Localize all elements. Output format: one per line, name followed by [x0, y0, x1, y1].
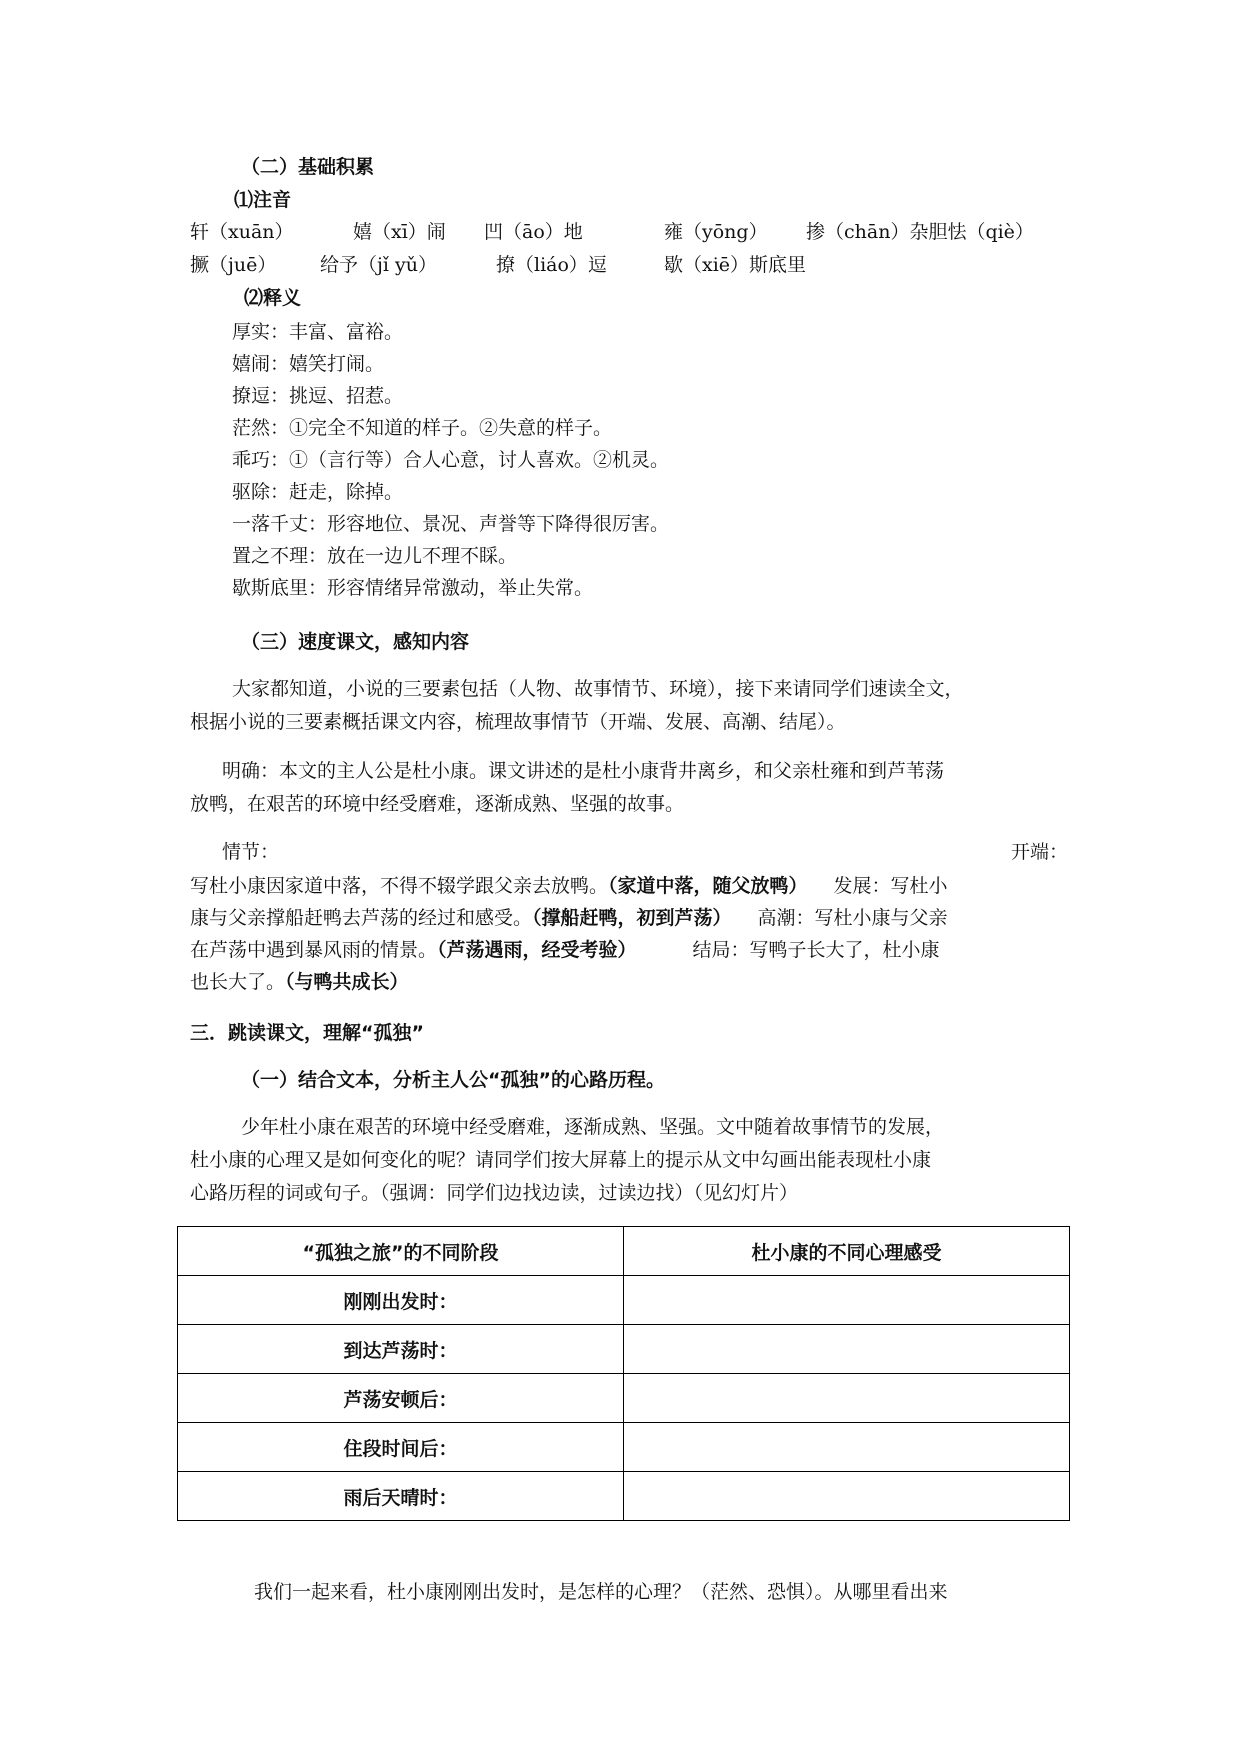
table-header: 杜小康的不同心理感受	[624, 1227, 1070, 1276]
shiyi-title: ⑵释义	[244, 287, 302, 309]
pinyin-item: 雍（yōng）	[664, 221, 768, 243]
plot-summary: （家道中落，随父放鸭）	[608, 875, 808, 897]
plot-summary: （撑船赶鸭，初到芦荡）	[532, 907, 732, 929]
table-row	[178, 1325, 1070, 1374]
table-cell-feeling	[624, 1472, 1070, 1521]
definition: 撩逗：挑逗、招惹。	[232, 385, 404, 407]
definition: 置之不理：放在一边儿不理不睬。	[232, 545, 518, 567]
definition: 嬉闹：嬉笑打闹。	[232, 353, 385, 375]
zhuyin-title: ⑴注音	[234, 189, 292, 211]
table-cell-stage: 住段时间后：	[178, 1423, 624, 1472]
paragraph-line: 心路历程的词或句子。（强调：同学们边找边读，过读边找）（见幻灯片）	[190, 1182, 799, 1204]
definition: 一落千丈：形容地位、景况、声誉等下降得很厉害。	[232, 513, 670, 535]
plot-text: 在芦荡中遇到暴风雨的情景。	[190, 939, 438, 961]
table-header-row	[178, 1227, 1070, 1276]
table-cell-feeling	[624, 1423, 1070, 1472]
plot-text: 也长大了。	[190, 971, 286, 993]
section-title-basics: （二）基础积累	[241, 156, 375, 178]
part-title: 三．跳读课文，理解“孤独”	[190, 1022, 424, 1044]
plot-text: 写杜小康因家道中落，不得不辍学跟父亲去放鸭。	[190, 875, 609, 897]
plot-summary: （芦荡遇雨，经受考验）	[437, 939, 637, 961]
pinyin-item: 凹（āo）地	[484, 221, 583, 243]
stage-table	[177, 1226, 1070, 1521]
plot-start-label: 开端：	[1011, 841, 1069, 863]
subsection-title: （一）结合文本，分析主人公“孤独”的心路历程。	[241, 1069, 665, 1091]
plot-text: 发展：写杜小	[833, 875, 948, 897]
pinyin-item: 掺（chān）杂胆怯（qiè）	[806, 221, 1034, 243]
paragraph-line: 杜小康的心理又是如何变化的呢？请同学们按大屏幕上的提示从文中勾画出能表现杜小康	[190, 1149, 932, 1171]
plot-line	[190, 938, 940, 962]
table-cell-feeling	[624, 1374, 1070, 1423]
table-row	[178, 1374, 1070, 1423]
table-cell-stage: 到达芦荡时：	[178, 1325, 624, 1374]
plot-text: 康与父亲撑船赶鸭去芦荡的经过和感受。	[190, 907, 533, 929]
paragraph-line: 少年杜小康在艰苦的环境中经受磨难，逐渐成熟、坚强。文中随着故事情节的发展，	[241, 1116, 945, 1138]
table-cell-stage: 雨后天晴时：	[178, 1472, 624, 1521]
plot-line	[190, 970, 409, 994]
plot-text: 结局：写鸭子长大了，杜小康	[692, 939, 940, 961]
paragraph-line: 明确：本文的主人公是杜小康。课文讲述的是杜小康背井离乡，和父亲杜雍和到芦苇荡	[222, 760, 945, 782]
pinyin-item: 给予（jǐ yǔ）	[320, 254, 437, 276]
paragraph-line: 根据小说的三要素概括课文内容，梳理故事情节（开端、发展、高潮、结尾）。	[190, 711, 846, 733]
pinyin-item: 轩（xuān）	[190, 221, 294, 243]
table-row	[178, 1423, 1070, 1472]
table-header: “孤独之旅”的不同阶段	[178, 1227, 624, 1276]
table-row	[178, 1472, 1070, 1521]
definition: 厚实：丰富、富裕。	[232, 321, 404, 343]
pinyin-item: 歇（xiē）斯底里	[664, 254, 807, 276]
plot-line	[190, 874, 948, 898]
table-row	[178, 1276, 1070, 1325]
plot-summary: （与鸭共成长）	[285, 971, 409, 993]
plot-line	[190, 906, 948, 930]
table-cell-feeling	[624, 1276, 1070, 1325]
paragraph-line: 放鸭，在艰苦的环境中经受磨难，逐渐成熟、坚强的故事。	[190, 793, 685, 815]
pinyin-item: 撩（liáo）逗	[496, 254, 607, 276]
plot-text: 高潮：写杜小康与父亲	[757, 907, 948, 929]
table-cell-feeling	[624, 1325, 1070, 1374]
table-cell-stage: 刚刚出发时：	[178, 1276, 624, 1325]
definition: 茫然：①完全不知道的样子。②失意的样子。	[232, 417, 613, 439]
plot-label: 情节：	[222, 841, 280, 863]
paragraph-line: 大家都知道，小说的三要素包括（人物、故事情节、环境），接下来请同学们速读全文，	[232, 678, 964, 700]
section-title-reading: （三）速度课文，感知内容	[241, 631, 470, 653]
pinyin-item: 撅（juē）	[190, 254, 277, 276]
pinyin-item: 嬉（xī）闹	[353, 221, 446, 243]
definition: 驱除：赶走，除掉。	[232, 481, 404, 503]
table-cell-stage: 芦荡安顿后：	[178, 1374, 624, 1423]
paragraph-line: 我们一起来看，杜小康刚刚出发时，是怎样的心理？（茫然、恐惧）。从哪里看出来	[254, 1581, 948, 1603]
definition: 乖巧：①（言行等）合人心意，讨人喜欢。②机灵。	[232, 449, 670, 471]
definition: 歇斯底里：形容情绪异常激动，举止失常。	[232, 577, 594, 599]
